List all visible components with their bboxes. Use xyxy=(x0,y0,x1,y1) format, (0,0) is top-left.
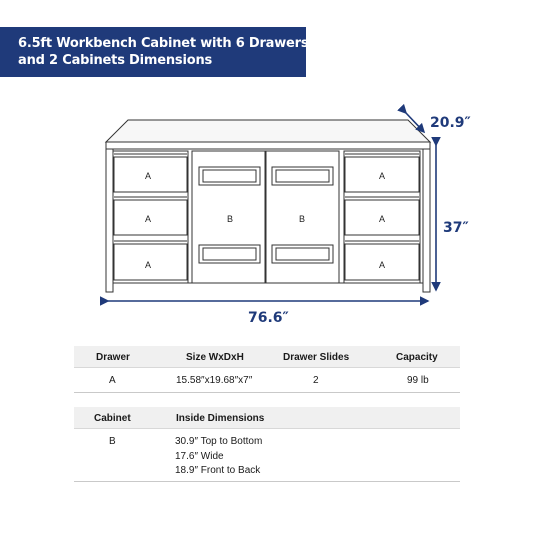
drawer-table-row-id: A xyxy=(109,375,116,386)
drawer-table-header-capacity: Capacity xyxy=(396,352,438,363)
cabinet-table-header xyxy=(74,407,460,429)
drawer-table-row-slides: 2 xyxy=(313,375,319,386)
cabinet-label: B xyxy=(298,214,306,224)
drawer-table-header-drawer: Drawer xyxy=(96,352,130,363)
cabinet-table-row-id: B xyxy=(109,436,116,447)
cabinet-table-bottom-rule xyxy=(74,481,460,482)
drawer-label: A xyxy=(378,214,386,224)
drawer-table-bottom-rule xyxy=(74,392,460,393)
drawer-label: A xyxy=(378,260,386,270)
drawer-label: A xyxy=(378,171,386,181)
left-leg xyxy=(106,149,113,292)
drawer-label: A xyxy=(144,171,152,181)
height-dimension: 37″ xyxy=(443,220,469,236)
cabinet-inside-height: 30.9″ Top to Bottom xyxy=(175,436,263,447)
right-leg xyxy=(423,149,430,292)
drawer-table-header-slides: Drawer Slides xyxy=(283,352,350,363)
width-dimension: 76.6″ xyxy=(248,310,289,326)
cabinet-label: B xyxy=(226,214,234,224)
worktop-edge xyxy=(106,142,430,149)
cabinet-table-header-cabinet: Cabinet xyxy=(94,413,131,424)
drawer-table-row-size: 15.58″x19.68″x7″ xyxy=(176,375,253,386)
drawer-table-row-capacity: 99 lb xyxy=(407,375,429,386)
cabinet-table-header-inside: Inside Dimensions xyxy=(176,413,265,424)
cabinet-inside-width: 17.6″ Wide xyxy=(175,451,224,462)
cabinet-inside-depth: 18.9″ Front to Back xyxy=(175,465,261,476)
drawer-table-header-size: Size WxDxH xyxy=(186,352,244,363)
drawer-label: A xyxy=(144,260,152,270)
drawer-label: A xyxy=(144,214,152,224)
title-line-1: 6.5ft Workbench Cabinet with 6 Drawers xyxy=(18,36,309,51)
depth-dimension: 20.9″ xyxy=(430,115,471,131)
title-line-2: and 2 Cabinets Dimensions xyxy=(18,53,213,68)
worktop-surface xyxy=(106,120,430,142)
